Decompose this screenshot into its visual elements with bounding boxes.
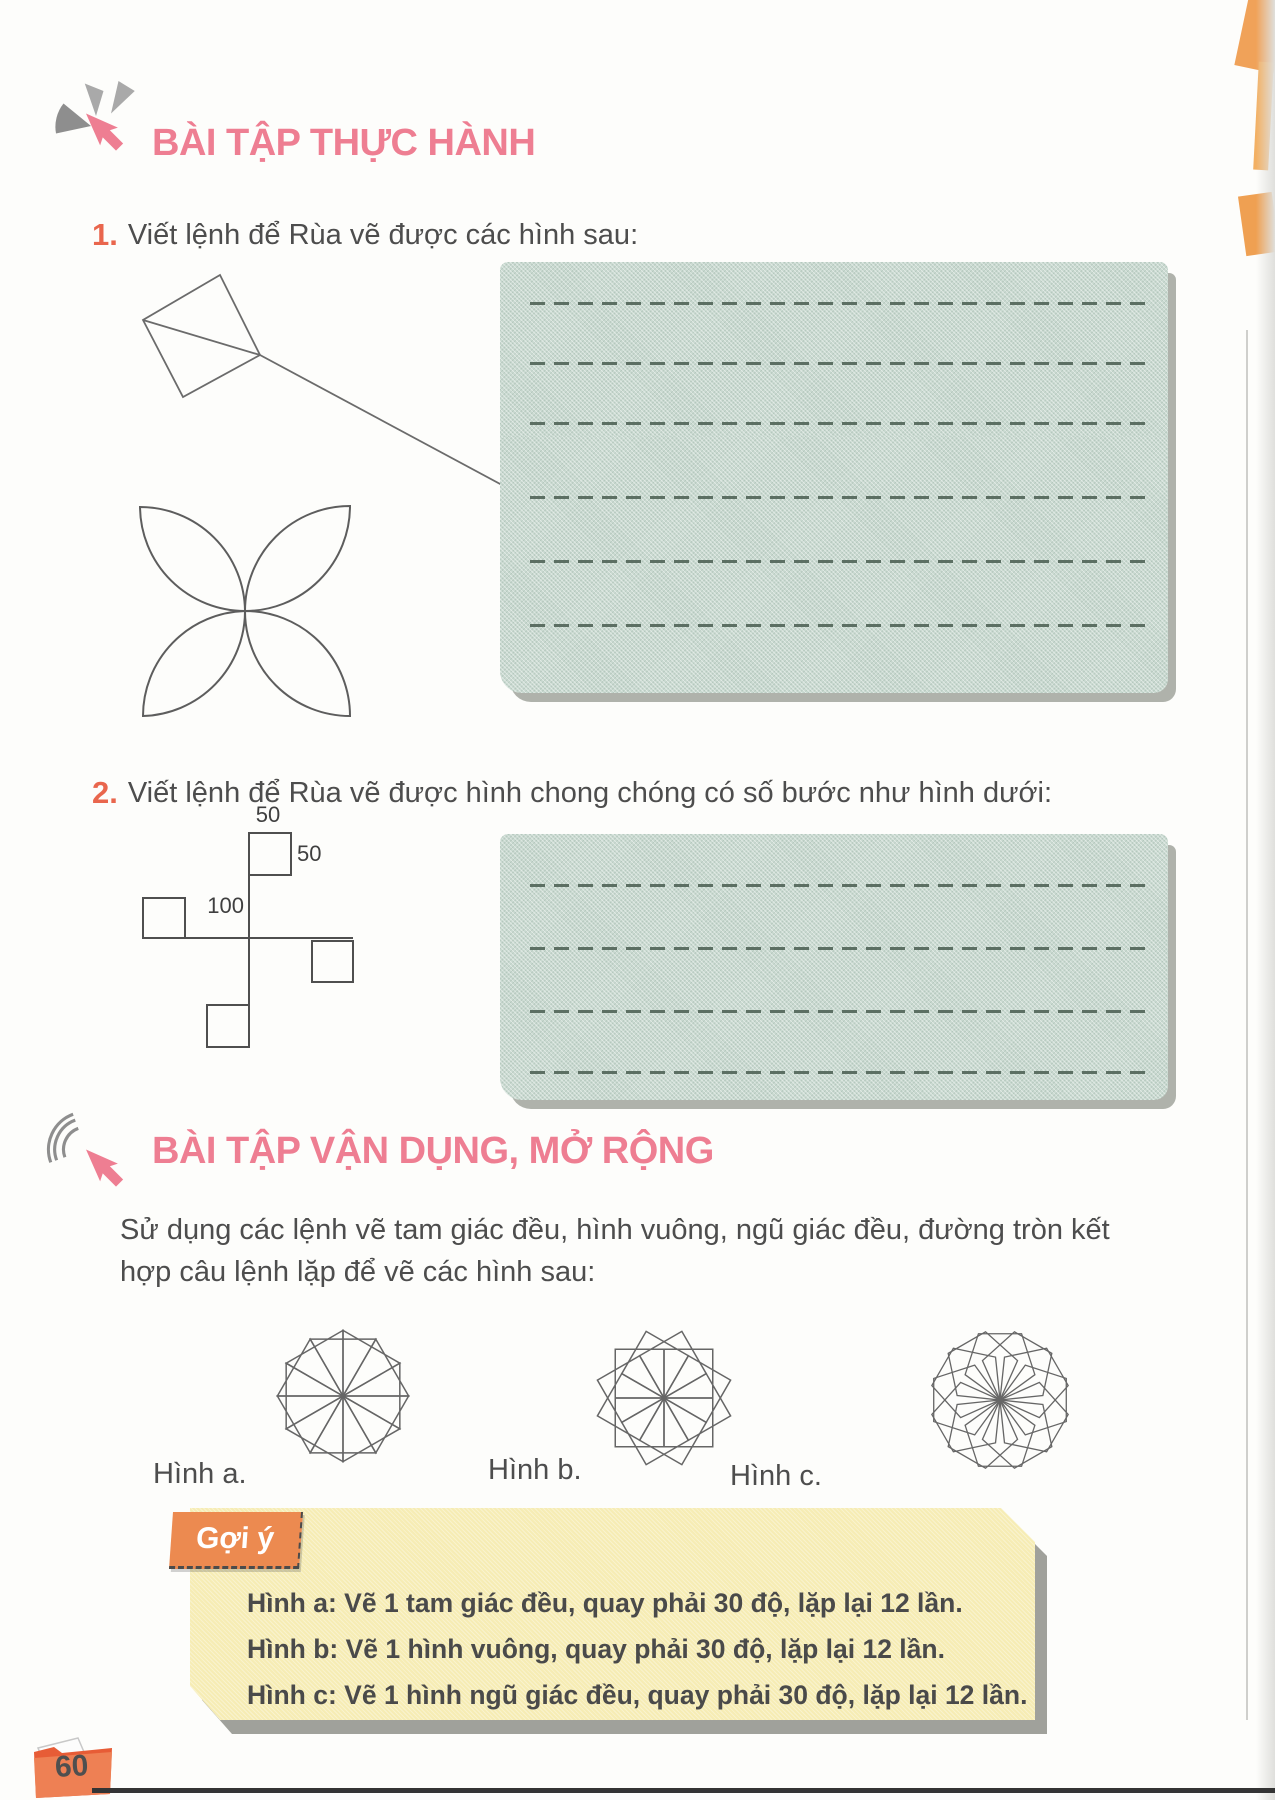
page-edge-shading: [1256, 0, 1275, 1800]
cursor-arcs-icon: [46, 1112, 146, 1212]
page-curl-line: [1246, 330, 1248, 1720]
kite-figure: [95, 255, 555, 515]
figure-b-label: Hình b.: [488, 1454, 582, 1486]
write-line: [530, 362, 1150, 365]
figure-c-pentagon-rosette: [925, 1325, 1075, 1475]
answer-box-pinwheel: [500, 834, 1168, 1100]
write-line: [530, 422, 1150, 425]
write-line: [530, 560, 1150, 563]
figure-a-label: Hình a.: [153, 1458, 247, 1490]
hint-tab-label: Gợi ý: [194, 1522, 276, 1555]
extension-intro-line1: Sử dụng các lệnh vẽ tam giác đều, hình vuông, ngũ giác đều, đường tròn kết: [120, 1214, 1110, 1246]
exercise-1-number: 1.: [92, 217, 118, 252]
flower-figure: [128, 494, 368, 729]
hint-line-b: Hình b: Vẽ 1 hình vuông, quay phải 30 độ, lặp lại 12 lần.: [247, 1634, 945, 1664]
extension-intro-line2: hợp câu lệnh lặp để vẽ các hình sau:: [120, 1256, 596, 1288]
answer-box-flower: [500, 436, 1168, 693]
hint-tab: [169, 1512, 303, 1569]
figure-c-label: Hình c.: [730, 1460, 822, 1492]
cursor-burst-icon: [46, 76, 146, 176]
exercise-2-number: 2.: [92, 775, 118, 810]
page-bottom-edge: [92, 1788, 1275, 1793]
write-line: [530, 947, 1150, 950]
write-line: [530, 496, 1150, 499]
extension-section-title: BÀI TẬP VẬN DỤNG, MỞ RỘNG: [152, 1130, 714, 1172]
hint-line-c: Hình c: Vẽ 1 hình ngũ giác đều, quay phải 30 độ, lặp lại 12 lần.: [247, 1680, 1028, 1710]
practice-section-title: BÀI TẬP THỰC HÀNH: [152, 122, 536, 164]
pinwheel-label-arm-100: 100: [207, 893, 244, 918]
write-line: [530, 302, 1150, 305]
write-line: [530, 1010, 1150, 1013]
exercise-2-text: Viết lệnh để Rùa vẽ được hình chong chóng có số bước như hình dưới:: [127, 777, 1053, 809]
write-line: [530, 1071, 1150, 1074]
write-line: [530, 624, 1150, 627]
pinwheel-label-side-50: 50: [297, 841, 322, 866]
pinwheel-figure: [125, 795, 385, 1065]
write-line: [530, 884, 1150, 887]
page-number: 60: [54, 1749, 90, 1784]
exercise-1-heading: [92, 218, 638, 252]
pinwheel-label-top-50: 50: [255, 802, 281, 827]
hint-line-a: Hình a: Vẽ 1 tam giác đều, quay phải 30 độ, lặp lại 12 lần.: [247, 1588, 963, 1618]
figure-b-square-rosette: [589, 1323, 739, 1473]
figure-a-triangle-rosette: [268, 1321, 418, 1471]
exercise-1-text: Viết lệnh để Rùa vẽ được các hình sau:: [127, 219, 639, 251]
